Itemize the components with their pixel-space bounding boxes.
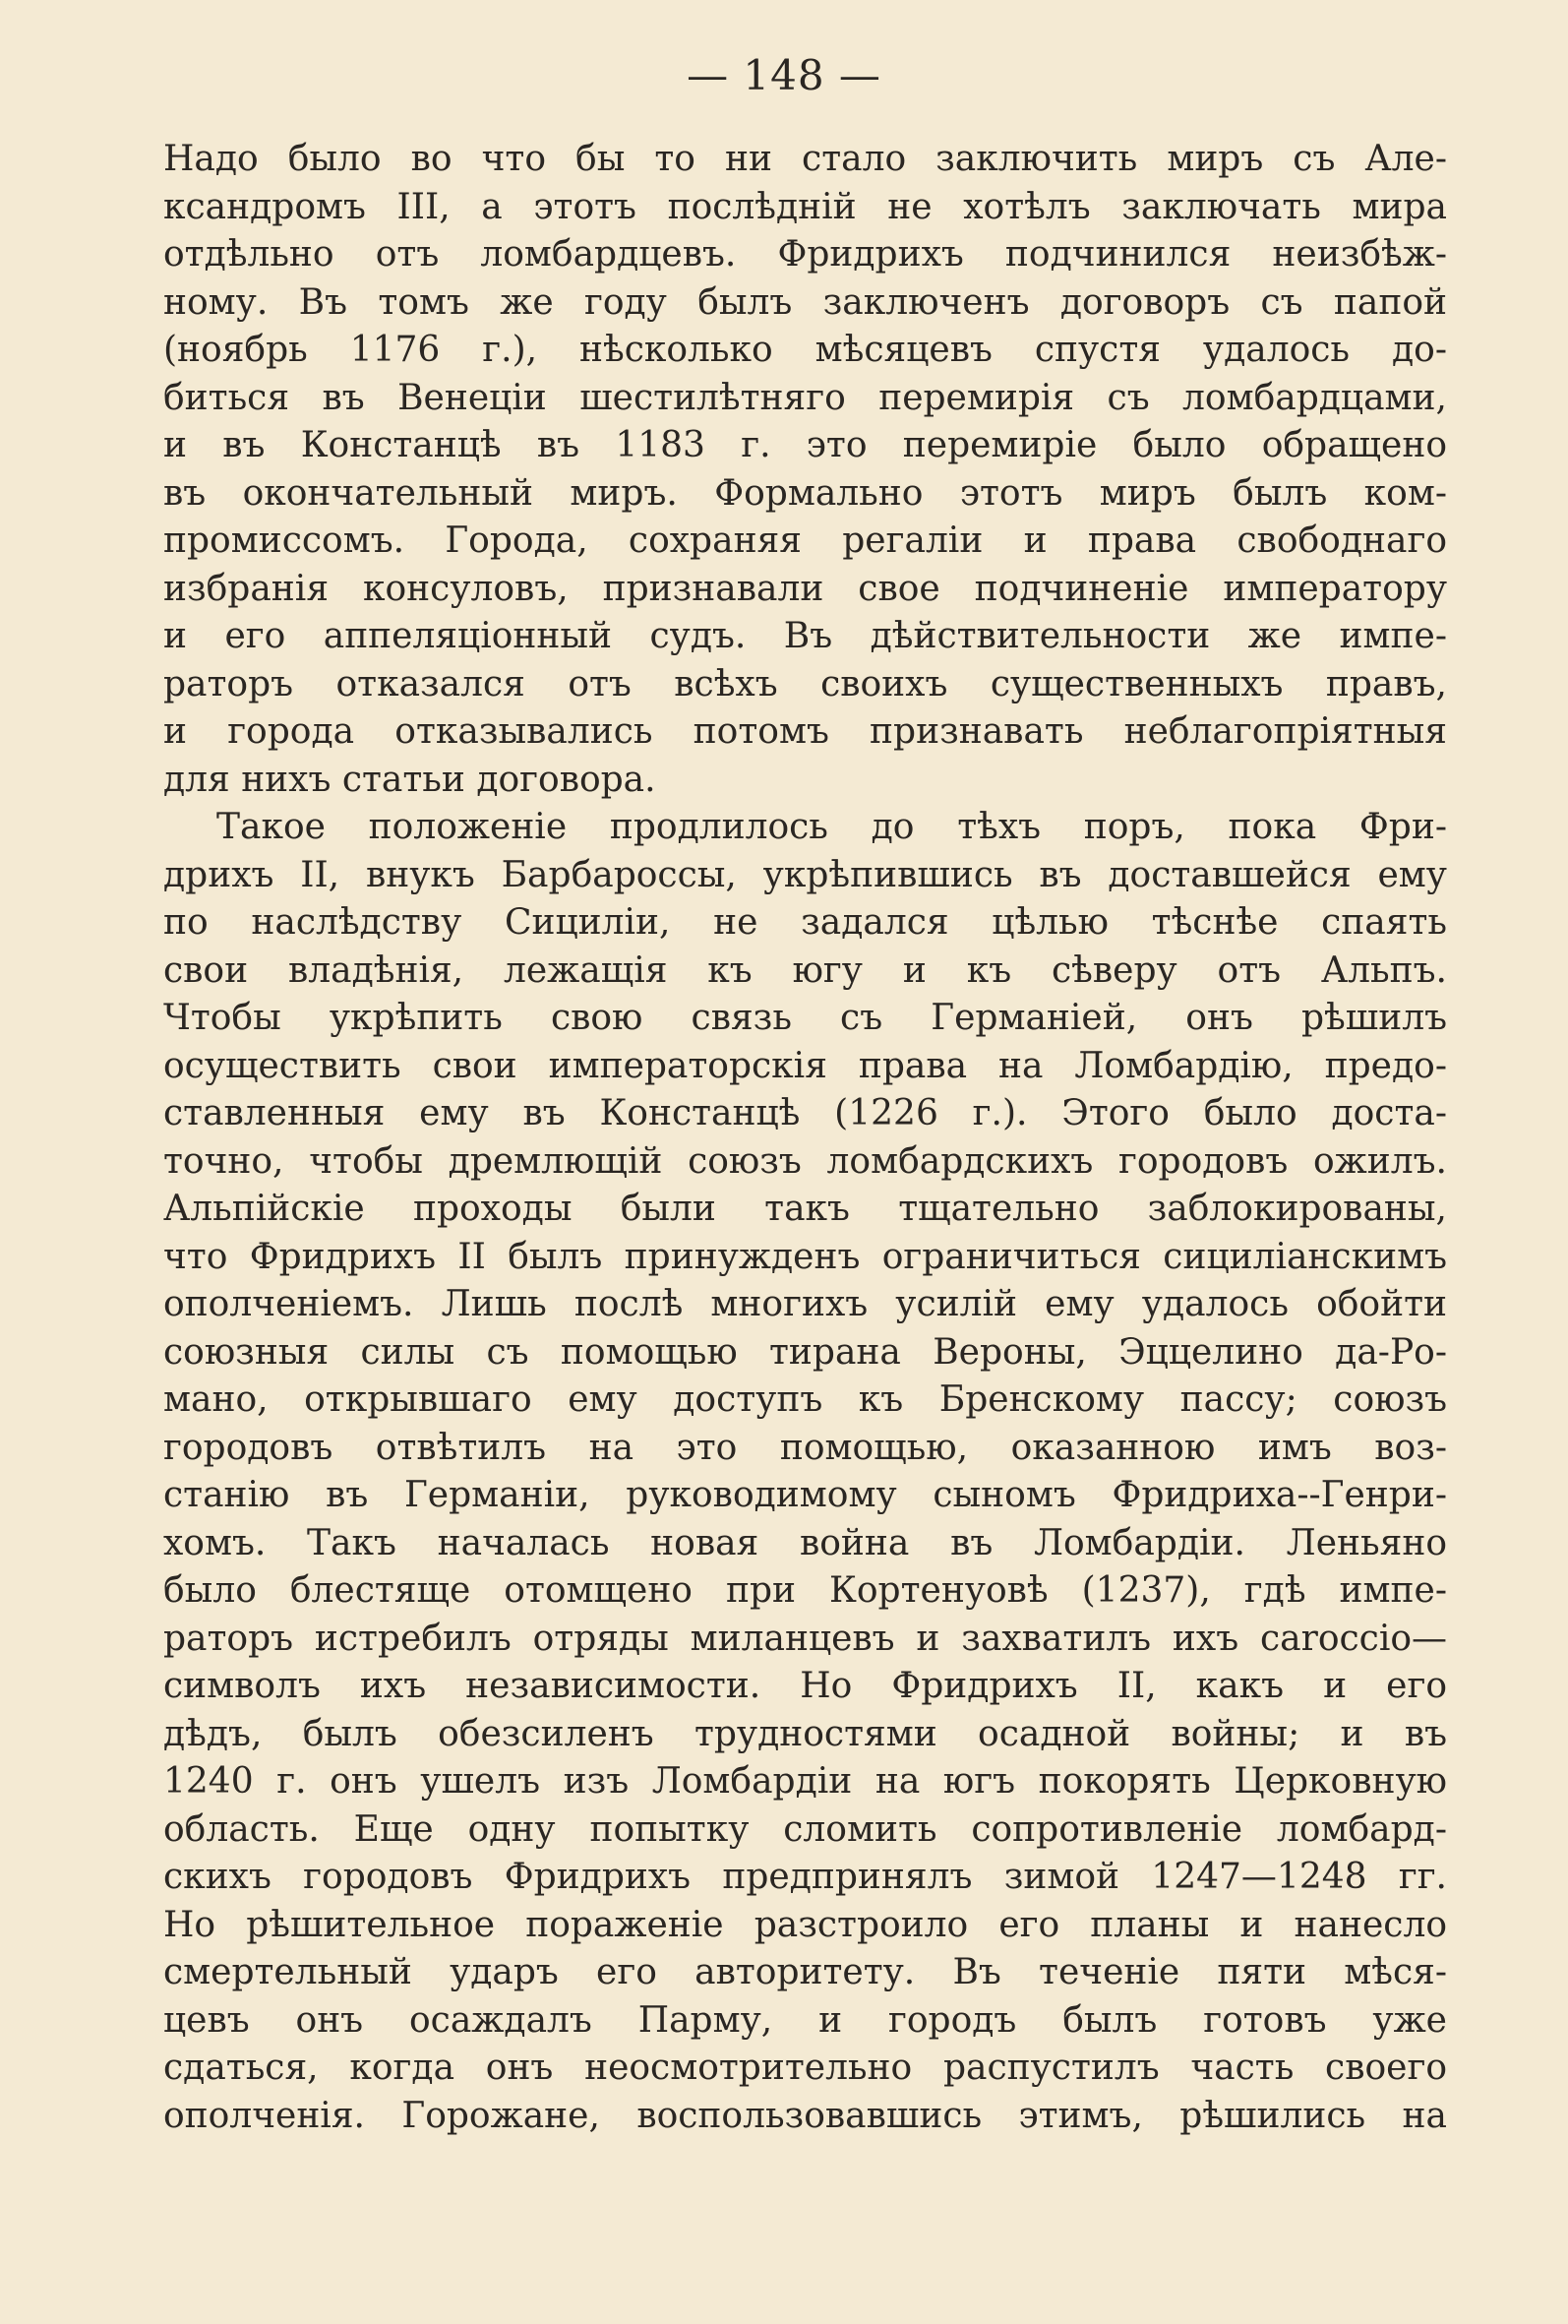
text-line: область. Еще одну попытку сломить сопротивленіе ломбард- [163, 1808, 1447, 1850]
text-line: ксандромъ III, а этотъ послѣдній не хотѣлъ заключать мира [163, 186, 1447, 227]
text-line: раторъ отказался отъ всѣхъ своихъ существенныхъ правъ, [163, 663, 1447, 704]
text-line: ставленныя ему въ Констанцѣ (1226 г.). Этого было доста- [163, 1093, 1447, 1133]
text-line: Альпійскіе проходы были такъ тщательно заблокированы, [163, 1189, 1447, 1229]
text-line: Чтобы укрѣпить свою связь съ Германіей, онъ рѣшилъ [163, 998, 1447, 1038]
text-line: символъ ихъ независимости. Но Фридрихъ II, какъ и его [163, 1666, 1447, 1706]
text-line: и города отказывались потомъ признавать неблагопріятныя [163, 711, 1447, 752]
paragraph-end-line: для нихъ статьи договора. [163, 759, 656, 800]
text-line: мано, открывшаго ему доступъ къ Бренскому пассу; союзъ [163, 1379, 1447, 1420]
text-line: (ноябрь 1176 г.), нѣсколько мѣсяцевъ спустя удалось до- [163, 330, 1447, 370]
text-line: союзныя силы съ помощью тирана Вероны, Эццелино да-Ро- [163, 1331, 1447, 1373]
text-line: точно, чтобы дремлющій союзъ ломбардскихъ городовъ ожилъ. [163, 1140, 1447, 1182]
body-text [163, 136, 1447, 2140]
text-line: ному. Въ томъ же году былъ заключенъ договоръ съ папой [163, 281, 1447, 323]
text-line: скихъ городовъ Фридрихъ предпринялъ зимой 1247—1248 гг. [163, 1857, 1447, 1897]
text-line: Надо было во что бы то ни стало заключить миръ съ Але- [163, 139, 1447, 179]
text-line: избранія консуловъ, признавали свое подчиненіе императору [163, 568, 1447, 609]
text-line: станію въ Германіи, руководимому сыномъ Фридриха--Генри- [163, 1475, 1447, 1515]
text-line: смертельный ударъ его авторитету. Въ теченіе пяти мѣся- [163, 1952, 1447, 1992]
text-line: осуществить свои императорскія права на Ломбардію, предо- [163, 1045, 1447, 1086]
text-line: ополченіемъ. Лишь послѣ многихъ усилій ему удалось обойти [163, 1284, 1447, 1324]
paragraph-start-line: Такое положеніе продлилось до тѣхъ поръ, пока Фри- [216, 807, 1447, 847]
text-line: хомъ. Такъ началась новая война въ Ломбардіи. Леньяно [163, 1522, 1447, 1563]
text-line: Но рѣшительное пораженіе разстроило его планы и нанесло [163, 1904, 1447, 1945]
text-line: свои владѣнія, лежащія къ югу и къ сѣверу отъ Альпъ. [163, 949, 1447, 991]
text-line: биться въ Венеціи шестилѣтняго перемирія съ ломбардцами, [163, 377, 1447, 418]
text-line: 1240 г. онъ ушелъ изъ Ломбардіи на югъ покорять Церковную [163, 1761, 1447, 1802]
text-line: было блестяще отомщено при Кортенуовѣ (1237), гдѣ импе- [163, 1570, 1447, 1611]
text-line: по наслѣдству Сициліи, не задался цѣлью тѣснѣе спаять [163, 902, 1447, 943]
text-line: цевъ онъ осаждалъ Парму, и городъ былъ готовъ уже [163, 1999, 1447, 2041]
text-line: промиссомъ. Города, сохраняя регаліи и права свободнаго [163, 520, 1447, 561]
text-line: и его аппеляціонный судъ. Въ дѣйствительности же импе- [163, 616, 1447, 656]
page-number: — 148 — [687, 51, 881, 99]
text-line: сдаться, когда онъ неосмотрительно распустилъ часть своего [163, 2048, 1447, 2088]
text-line: что Фридрихъ II былъ принужденъ ограничиться сициліанскимъ [163, 1236, 1447, 1277]
text-line: раторъ истребилъ отряды миланцевъ и захватилъ ихъ carоссіо— [163, 1618, 1447, 1659]
text-line: и въ Констанцѣ въ 1183 г. это перемиріе было обращено [163, 425, 1447, 465]
text-line: въ окончательный миръ. Формально этотъ миръ былъ ком- [163, 472, 1447, 514]
text-line: дрихъ II, внукъ Барбароссы, укрѣпившись въ доставшейся ему [163, 854, 1447, 895]
text-line: дѣдъ, былъ обезсиленъ трудностями осадной войны; и въ [163, 1713, 1447, 1754]
text-line: отдѣльно отъ ломбардцевъ. Фридрихъ подчинился неизбѣж- [163, 234, 1447, 275]
text-line: городовъ отвѣтилъ на это помощью, оказанною имъ воз- [163, 1427, 1447, 1468]
text-line: ополченія. Горожане, воспользовавшись этимъ, рѣшились на [163, 2095, 1447, 2136]
